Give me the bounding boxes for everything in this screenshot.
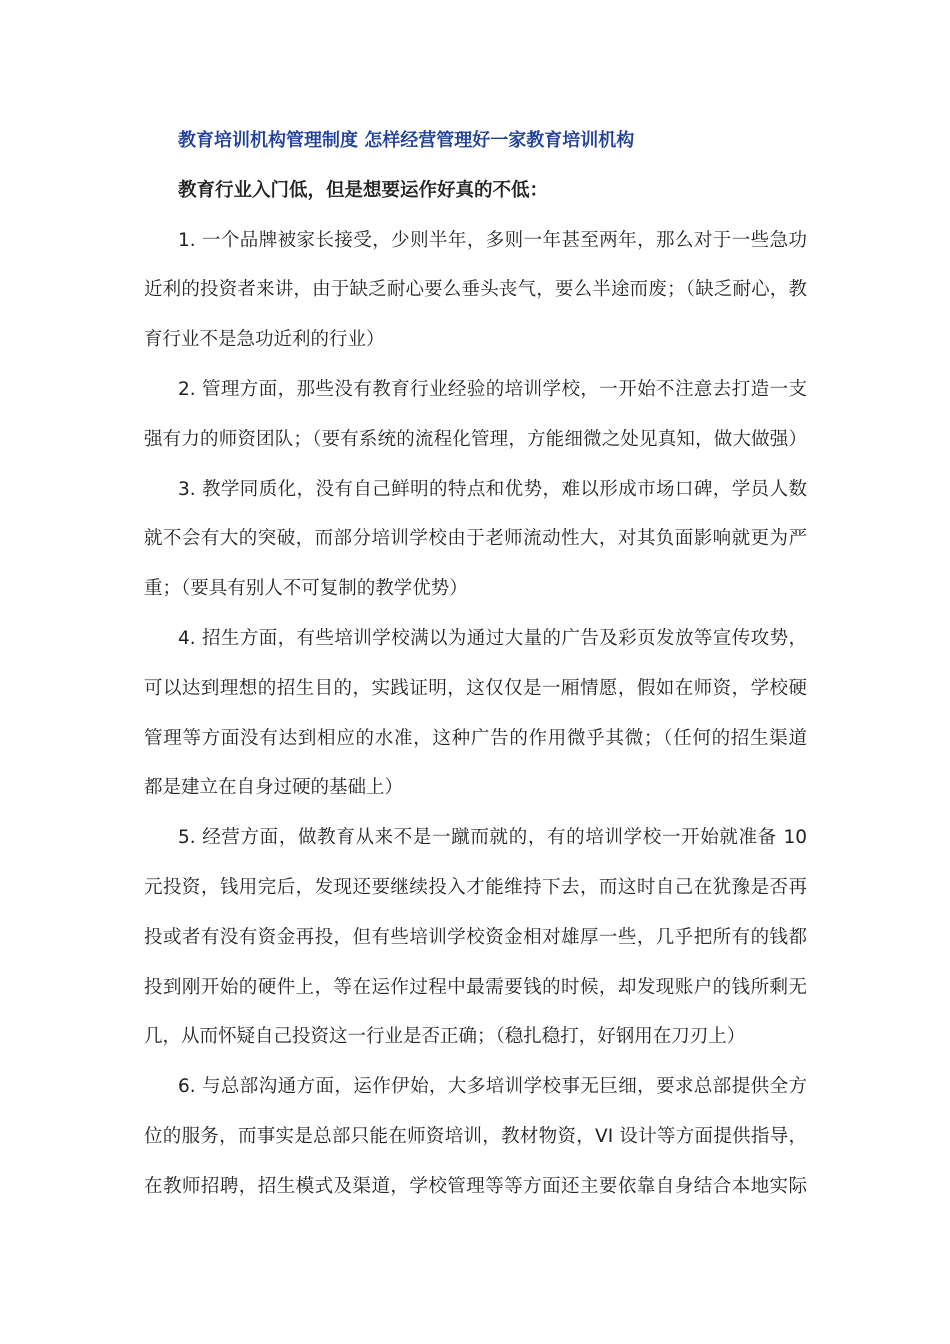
paragraph-4 [144, 614, 807, 813]
document-title: 教育培训机构管理制度 怎样经营管理好一家教育培训机构 [178, 130, 635, 151]
paragraph-line: 管理等方面没有达到相应的水准，这种广告的作用微乎其微；（任何的招生渠道 [144, 727, 807, 749]
paragraph-line: 1. 一个品牌被家长接受，少则半年，多则一年甚至两年，那么对于一些急功 [178, 229, 807, 251]
paragraph-line: 重；（要具有别人不可复制的教学优势） [144, 578, 468, 600]
paragraph-line: 几，从而怀疑自己投资这一行业是否正确；（稳扎稳打，好钢用在刀刃上） [144, 1026, 746, 1048]
document-body [144, 116, 807, 1212]
paragraph-line: 5. 经营方面，做教育从来不是一蹴而就的，有的培训学校一开始就准备 10 [178, 827, 807, 849]
paragraph-line: 可以达到理想的招生目的，实践证明，这仅仅是一厢情愿，假如在师资，学校硬 [144, 677, 807, 699]
paragraph-2 [144, 365, 807, 465]
paragraph-line: 元投资，钱用完后，发现还要继续投入才能维持下去，而这时自己在犹豫是否再 [144, 876, 807, 898]
paragraph-line: 3. 教学同质化，没有自己鲜明的特点和优势，难以形成市场口碑，学员人数 [178, 478, 807, 500]
paragraph-line: 都是建立在自身过硬的基础上） [144, 777, 404, 799]
paragraph-line: 育行业不是急功近利的行业） [144, 329, 385, 351]
paragraph-line: 在教师招聘，招生模式及渠道，学校管理等等方面还主要依靠自身结合本地实际 [144, 1175, 807, 1197]
paragraph-line: 投或者有没有资金再投，但有些培训学校资金相对雄厚一些，几乎把所有的钱都 [144, 926, 807, 948]
paragraph-line: 6. 与总部沟通方面，运作伊始，大多培训学校事无巨细，要求总部提供全方 [178, 1076, 807, 1098]
paragraph-6 [144, 1062, 807, 1211]
paragraph-line: 投到刚开始的硬件上，等在运作过程中最需要钱的时候，却发现账户的钱所剩无 [144, 976, 807, 998]
paragraph-1 [144, 216, 807, 365]
paragraph-5 [144, 813, 807, 1062]
paragraph-line: 2. 管理方面，那些没有教育行业经验的培训学校，一开始不注意去打造一支 [178, 378, 807, 400]
paragraph-line: 位的服务，而事实是总部只能在师资培训，教材物资，VI 设计等方面提供指导， [144, 1125, 807, 1147]
paragraph-3 [144, 465, 807, 614]
paragraph-line: 强有力的师资团队；（要有系统的流程化管理，方能细微之处见真知，做大做强） [144, 428, 807, 450]
paragraph-line: 就不会有大的突破，而部分培训学校由于老师流动性大，对其负面影响就更为严 [144, 528, 807, 550]
paragraph-line: 4. 招生方面，有些培训学校满以为通过大量的广告及彩页发放等宣传攻势， [178, 627, 807, 649]
section-heading: 教育行业入门低，但是想要运作好真的不低： [178, 179, 549, 201]
paragraph-line: 近利的投资者来讲，由于缺乏耐心要么垂头丧气，要么半途而废；（缺乏耐心，教 [144, 279, 807, 301]
